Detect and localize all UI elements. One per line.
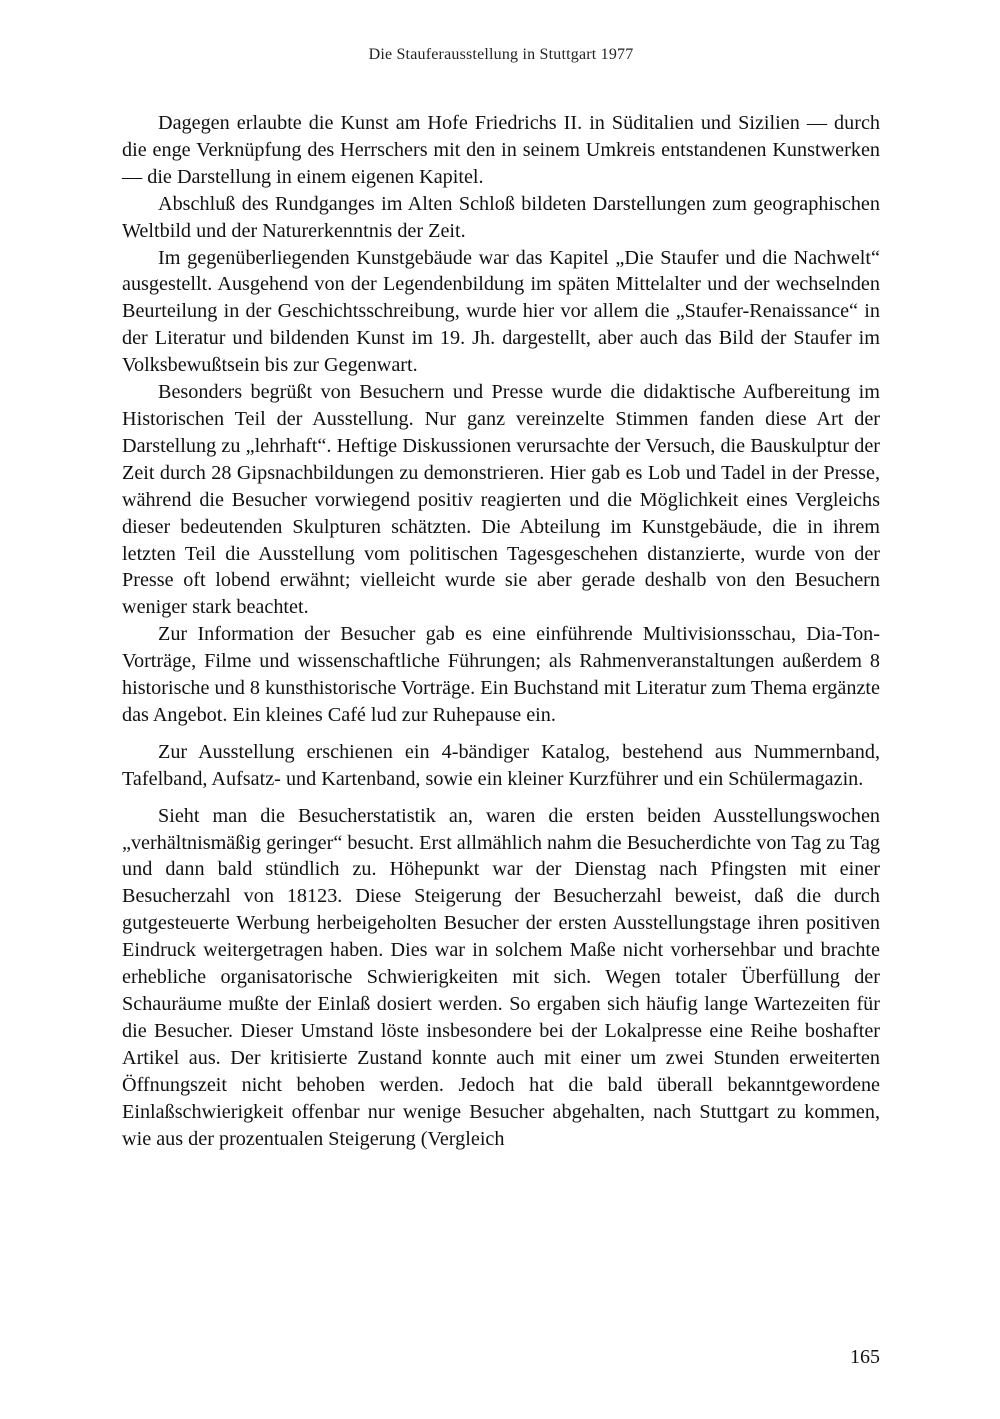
paragraph-information-besucher: Zur Information der Besucher gab es eine einführende Multivisionsschau, Dia-Ton-Vorträge, Filme und wissenschaftliche Führungen; als Rahmenveranstaltungen außerdem 8 historische und 8 kunsthistorische Vorträge. Ein Buchstand mit Literatur zum Thema ergänzte das Angebot. Ein kleines Café lud zur Ruhepause ein. — [122, 623, 880, 726]
body-text — [122, 110, 880, 1152]
paragraph-katalog: Zur Ausstellung erschienen ein 4-bändiger Katalog, bestehend aus Nummernband, Tafelband, Aufsatz- und Kartenband, sowie ein kleiner Kurzführer und ein Schülermagazin. — [122, 740, 880, 790]
page-number: 165 — [850, 1346, 880, 1368]
paragraph-abschluss-rundgang: Abschluß des Rundganges im Alten Schloß bildeten Darstellungen zum geographischen Weltbild und der Naturerkenntnis der Zeit. — [122, 192, 880, 242]
paragraph-kunstgebaeude-nachwelt: Im gegenüberliegenden Kunstgebäude war das Kapitel „Die Staufer und die Nachwelt“ ausgestellt. Ausgehend von der Legendenbildung im späten Mittelalter und der wechselnden Beurteilung in der Geschichtsschreibung, wurde hier vor allem die „Staufer-Renaissance“ in der Literatur und bildenden Kunst im 19. Jh. dargestellt, aber auch das Bild der Staufer im Volksbewußtsein bis zur Gegenwart. — [122, 246, 880, 377]
paragraph-besucherstatistik: Sieht man die Besucherstatistik an, waren die ersten beiden Ausstellungswochen „verhältnismäßig geringer“ besucht. Erst allmählich nahm die Besucherdichte von Tag zu Tag und dann bald stündlich zu. Höhepunkt war der Dienstag nach Pfingsten mit einer Besucherzahl von 18123. Diese Steigerung der Besucherzahl beweist, daß die durch gutgesteuerte Werbung herbeigeholten Besucher der ersten Ausstellungstage ihren positiven Eindruck weitergetragen haben. Dies war in solchem Maße nicht vorhersehbar und brachte erhebliche organisatorische Schwierigkeiten mit sich. Wegen totaler Überfüllung der Schauräume mußte der Einlaß dosiert werden. So ergaben sich häufig lange Wartezeiten für die Besucher. Dieser Umstand löste insbesondere bei der Lokalpresse eine Reihe boshafter Artikel aus. Der kritisierte Zustand konnte auch mit einer um zwei Stunden erweiterten Öffnungszeit nicht behoben werden. Jedoch hat die bald überall bekanntgewordene Einlaßschwierigkeit offenbar nur wenige Besucher abgehalten, nach Stuttgart zu kommen, wie aus der prozentualen Steigerung (Vergleich — [122, 804, 880, 1150]
running-head: Die Stauferausstellung in Stuttgart 1977 — [368, 46, 634, 63]
paragraph-kunst-friedrichs: Dagegen erlaubte die Kunst am Hofe Friedrichs II. in Süditalien und Sizilien — durch die enge Verknüpfung des Herrschers mit den in seinem Umkreis entstandenen Kunstwerken — die Darstellung in einem eigenen Kapitel. — [122, 112, 880, 188]
paragraph-didaktische-aufbereitung: Besonders begrüßt von Besuchern und Presse wurde die didaktische Aufbereitung im Historischen Teil der Ausstellung. Nur ganz vereinzelte Stimmen fanden diese Art der Darstellung zu „lehrhaft“. Heftige Diskussionen verursachte der Versuch, die Bauskulptur der Zeit durch 28 Gipsnachbildungen zu demonstrieren. Hier gab es Lob und Tadel in der Presse, während die Besucher vorwiegend positiv reagierten und die Möglichkeit eines Vergleichs dieser bedeutenden Skulpturen schätzten. Die Abteilung im Kunstgebäude, die in ihrem letzten Teil die Ausstellung vom politischen Tagesgeschehen distanzierte, wurde von der Presse oft lobend erwähnt; vielleicht wurde sie aber gerade deshalb von den Besuchern weniger stark beachtet. — [122, 381, 880, 619]
